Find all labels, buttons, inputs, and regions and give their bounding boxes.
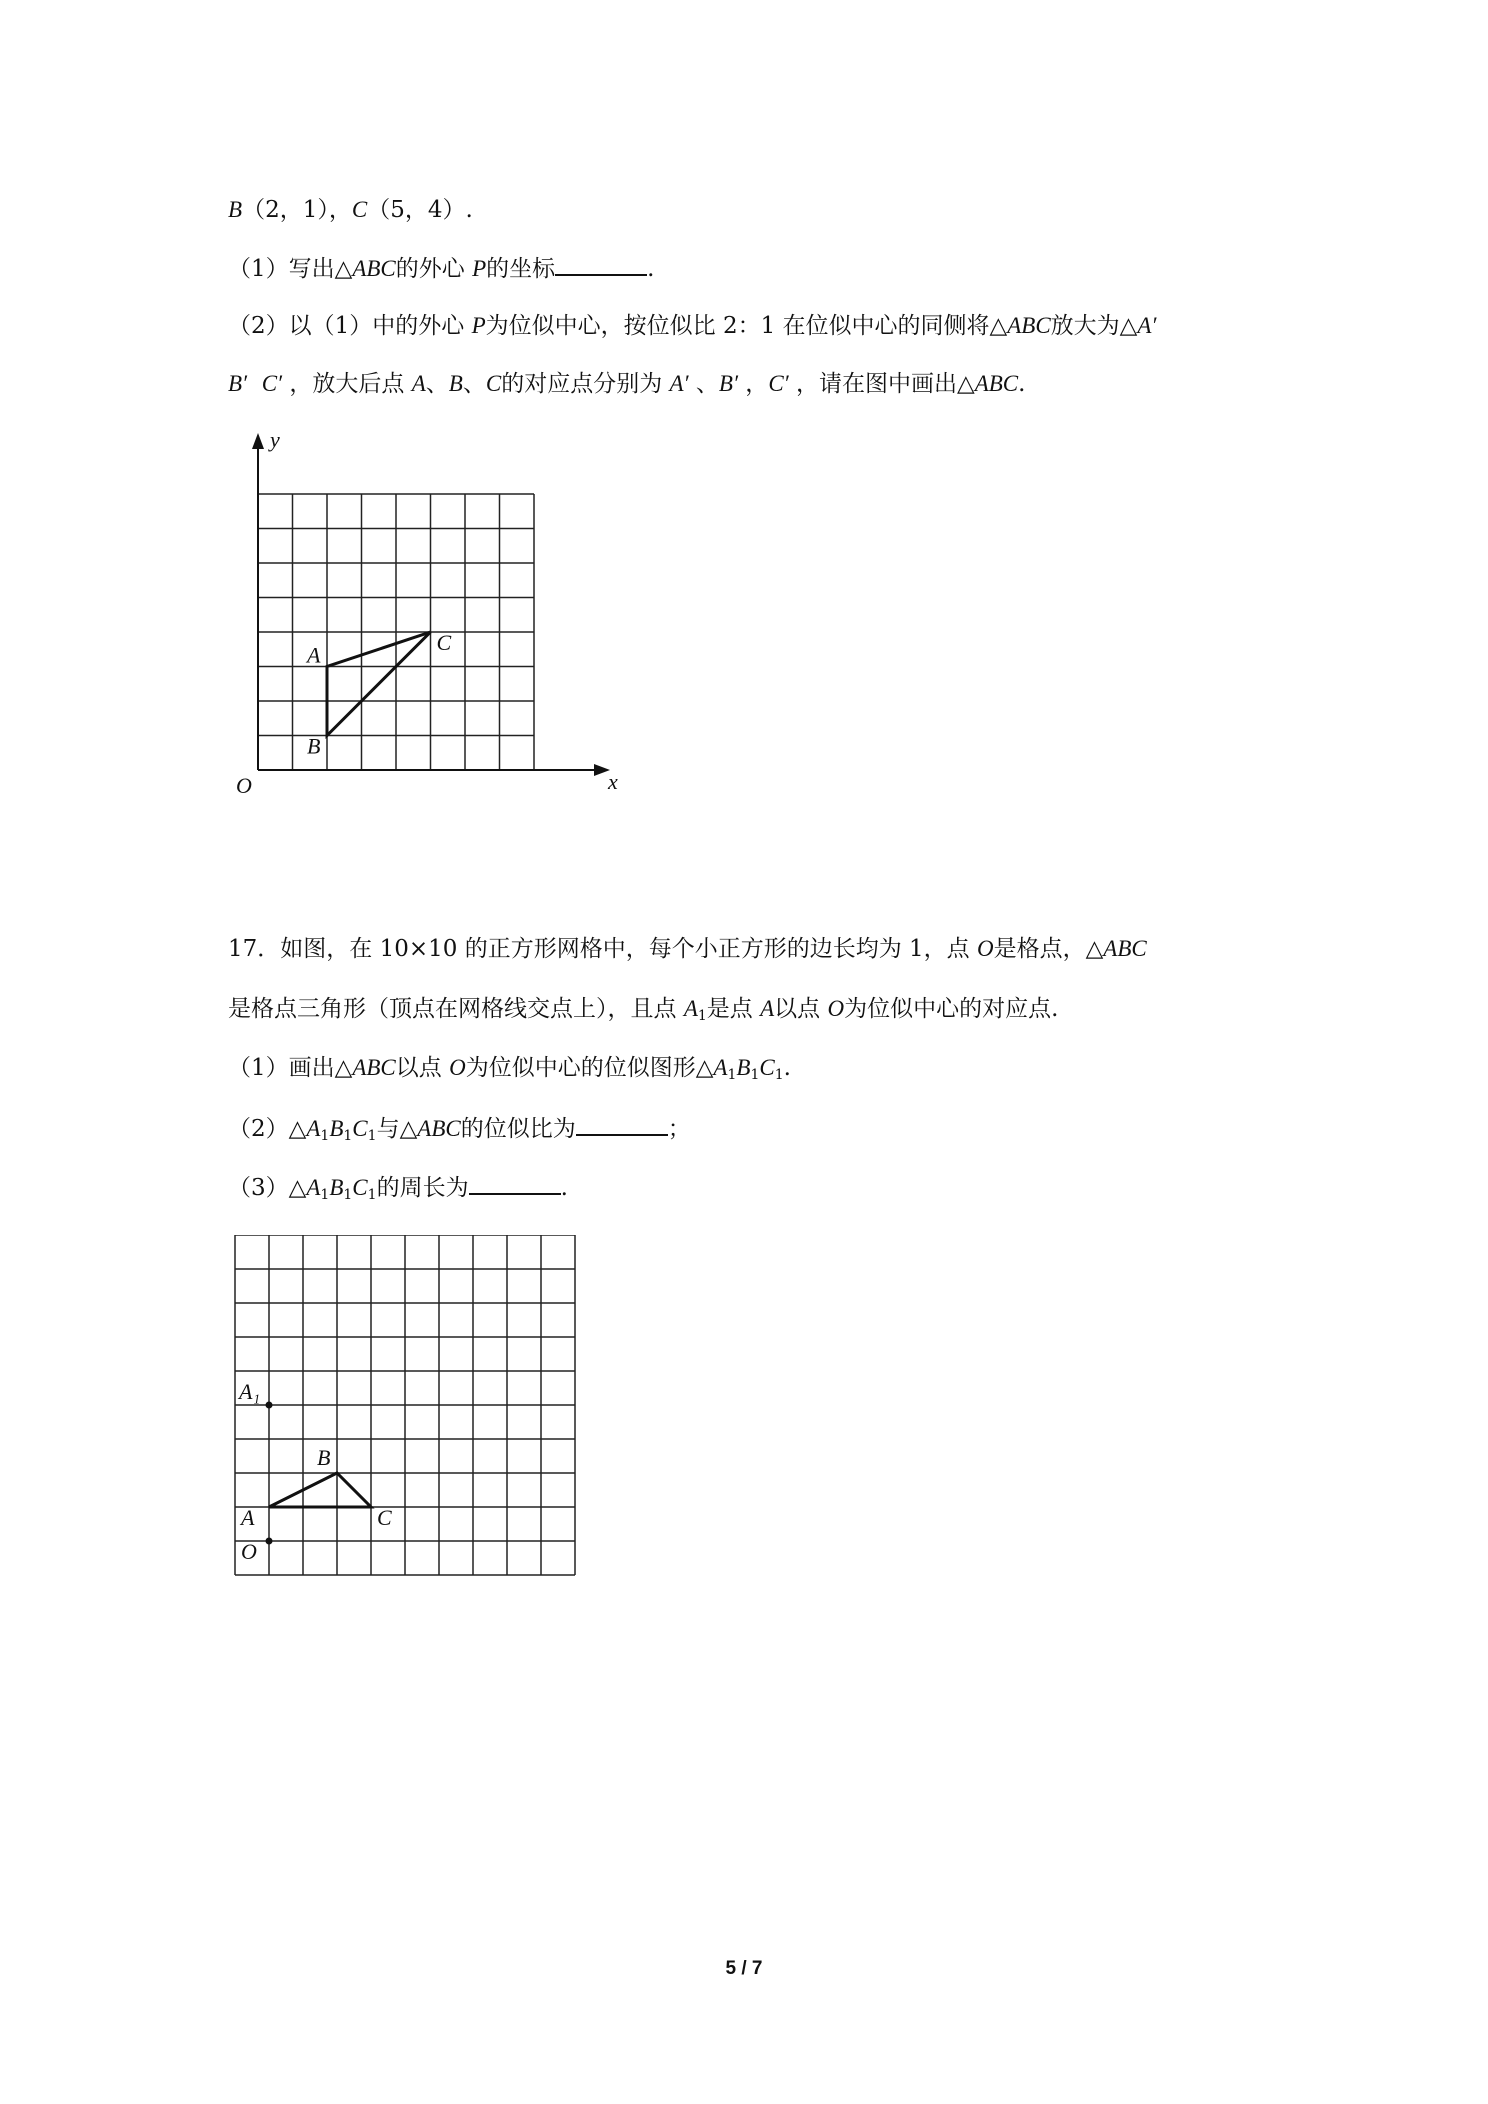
label-a: A [307,642,321,668]
triangle-abc [269,1473,371,1507]
q16-grid [258,494,534,770]
answer-blank[interactable] [576,1112,668,1136]
triangle-abc [327,632,431,736]
label-c: C [377,1505,392,1530]
q17-part2: $(2)\triangle A_1B_1C_1$与△ABC的位似比为 ； [228,1112,691,1152]
point-o-dot [266,1538,273,1545]
label-b: B [317,1445,331,1470]
label-b: B [307,733,321,759]
point-a1-dot [266,1402,273,1409]
label-c: C [436,630,452,655]
label-o: O [241,1539,257,1564]
y-axis-label: y [270,427,280,452]
q17-intro-a: 17．如图，在 10×10 的正方形网格中，每个小正方形的边长均为 1，点 O是格点，△ABC [228,936,1147,962]
q17-part3: $(3)\triangle A_1B_1C_1$的周长为 . [228,1171,568,1211]
y-axis-arrow [252,433,264,449]
q16-figure [228,425,628,805]
origin-label: O [236,773,252,798]
q16-part2b: B′ C′ ，放大后点 A、B、C的对应点分别为 A′ 、B′ ，C′ ，请在图中画出△ABC. [228,371,1026,397]
q16-part2a: （2）以（1）中的外心 P为位似中心，按位似比 2：1 在位似中心的同侧将△ABC放大为△A′ [228,313,1157,339]
q16-line1: B（2，1），C（5，4）. [228,197,473,223]
q16-text-C: C [351,197,368,222]
page-number: 5 / 7 [725,1958,763,1979]
x-axis-label: x [608,769,618,794]
answer-blank[interactable] [469,1171,561,1195]
q17-part1: （1）画出△ABC以点 O为位似中心的位似图形$\triangle A_1B_1C_1$. [228,1055,791,1083]
q16-text-B: B [228,197,243,222]
q16-part1: （1）写出△ABC的外心 P的坐标 . [228,252,654,285]
label-a: A [241,1505,255,1530]
answer-blank[interactable] [555,252,647,276]
q17-intro-b: 是格点三角形（顶点在网格线交点上），且点 $A_1$是点 A以点 O为位似中心的对应点. [228,996,1059,1024]
q17-figure [225,1235,585,1595]
q17-grid [235,1235,575,1575]
label-a1: A₁ [239,1379,261,1404]
